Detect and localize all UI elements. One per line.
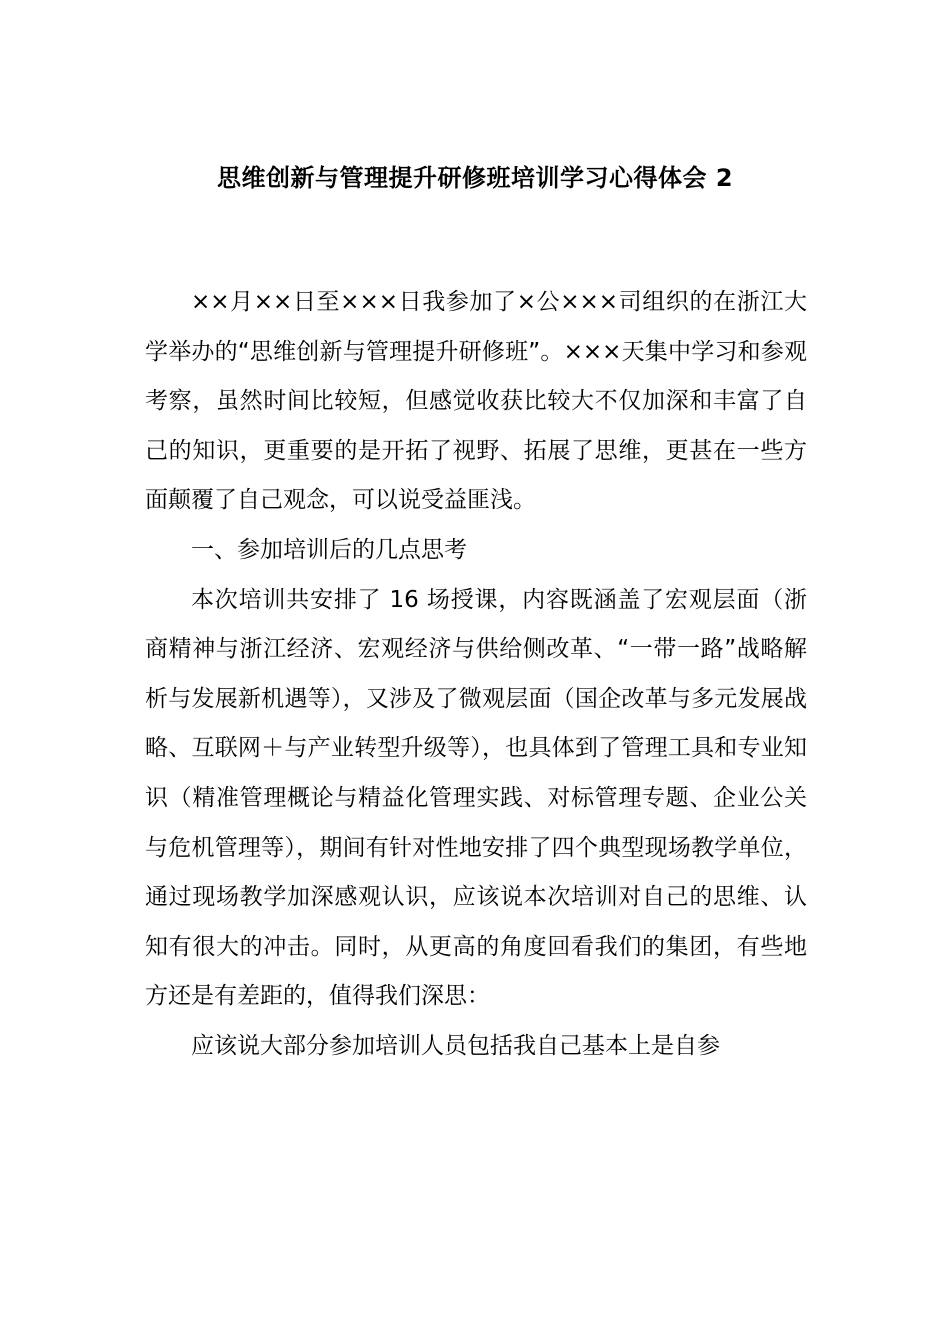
paragraph-intro: ××月××日至×××日我参加了×公×××司组织的在浙江大学举办的“思维创新与管理提升研修班”。×××天集中学习和参观考察，虽然时间比较短，但感觉收获比较大不仅加深和丰富了自己的知识，更重要的是开拓了视野、拓展了思维，更甚在一些方面颠覆了自己观念，可以说受益匪浅。 bbox=[145, 289, 807, 514]
paragraph-continued: 应该说大部分参加培训人员包括我自己基本上是自参 bbox=[191, 1032, 720, 1059]
section-heading: 一、参加培训后的几点思考 bbox=[191, 536, 467, 563]
document-title: 思维创新与管理提升研修班培训学习心得体会 2 bbox=[216, 164, 734, 192]
document-body bbox=[145, 278, 807, 1072]
paragraph-training-content: 本次培训共安排了 16 场授课，内容既涵盖了宏观层面（浙商精神与浙江经济、宏观经济与供给侧改革、“一带一路”战略解析与发展新机遇等），又涉及了微观层面（国企改革与多元发展战略、互联网＋与产业转型升级等），也具体到了管理工具和专业知识（精准管理概论与精益化管理实践、对标管理专题、企业公关与危机管理等），期间有针对性地安排了四个典型现场教学单位，通过现场教学加深感观认识，应该说本次培训对自己的思维、认知有很大的冲击。同时，从更高的角度回看我们的集团，有些地方还是有差距的，值得我们深思： bbox=[145, 586, 807, 1010]
